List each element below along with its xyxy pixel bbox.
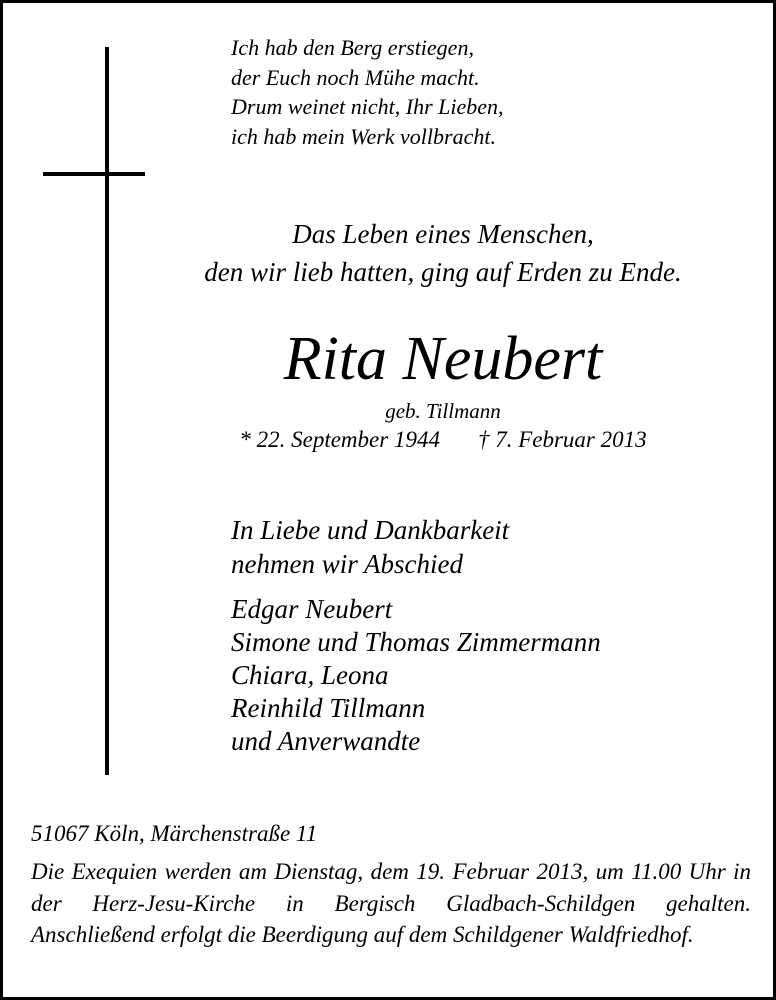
birth-date: * 22. September 1944	[239, 427, 440, 452]
death-date: † 7. Februar 2013	[477, 427, 647, 452]
service-notice: Die Exequien werden am Dienstag, dem 19. Februar 2013, um 11.00 Uhr in der Herz-Jesu-Kirche in Bergisch Gladbach-Schildgen gehalten. Anschließend erfolgt die Beerdigung auf dem Schildgener Waldfriedhof.	[31, 859, 751, 947]
poem-line: der Euch noch Mühe macht.	[231, 64, 480, 90]
farewell-text	[231, 513, 509, 581]
cross-symbol-vertical	[105, 47, 109, 775]
mourner: und Anverwandte	[231, 726, 421, 756]
intro-line: Das Leben eines Menschen,	[292, 219, 594, 249]
cross-symbol-horizontal	[43, 172, 145, 176]
poem-line: Drum weinet nicht, Ihr Lieben,	[231, 94, 504, 119]
mourner: Simone und Thomas Zimmermann	[231, 627, 601, 657]
mourner: Edgar Neubert	[231, 594, 393, 624]
farewell-line: In Liebe und Dankbarkeit	[231, 515, 510, 545]
deceased-name: Rita Neubert	[283, 325, 603, 393]
poem	[231, 33, 504, 151]
mourners-list	[231, 593, 601, 758]
farewell-line: nehmen wir Abschied	[231, 549, 463, 579]
intro-line: den wir lieb hatten, ging auf Erden zu Ende.	[204, 257, 682, 287]
mourner: Reinhild Tillmann	[231, 693, 426, 723]
maiden-name: geb. Tillmann	[385, 399, 501, 423]
life-dates	[143, 425, 743, 455]
mourner: Chiara, Leona	[231, 660, 389, 690]
poem-line: Ich hab den Berg erstiegen,	[231, 35, 474, 60]
intro-text	[143, 215, 743, 291]
address: 51067 Köln, Märchenstraße 11	[31, 821, 318, 846]
poem-line: ich hab mein Werk vollbracht.	[231, 123, 496, 149]
